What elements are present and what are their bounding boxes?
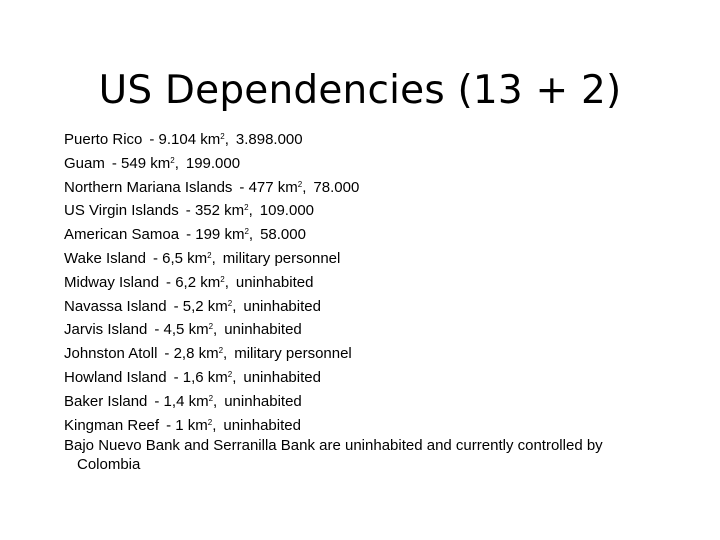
item-population: uninhabited bbox=[243, 368, 321, 386]
item-population: 109.000 bbox=[259, 202, 315, 220]
item-unit-sup: 2 bbox=[208, 322, 214, 332]
item-population: 3.898.000 bbox=[235, 131, 303, 148]
item-name: Johnston Atoll bbox=[64, 345, 158, 363]
item-name: Baker Island bbox=[64, 392, 148, 410]
item-population: uninhabited bbox=[224, 321, 302, 339]
item-name: Navassa Island bbox=[64, 297, 167, 315]
dependencies-list bbox=[64, 128, 684, 437]
item-unit-sup: 2 bbox=[207, 250, 212, 260]
footnote-line-1: Bajo Nuevo Bank and Serranilla Bank are uninhabited and currently controlled by bbox=[64, 437, 603, 454]
item-name: Midway Island bbox=[64, 273, 160, 291]
item-area: - 199 bbox=[186, 226, 221, 244]
item-area: - 5,2 bbox=[173, 297, 204, 315]
item-area: - 352 bbox=[185, 202, 220, 220]
item-population: military personnel bbox=[234, 345, 352, 363]
item-area: - 2,8 bbox=[164, 345, 195, 363]
item-unit: km bbox=[224, 202, 245, 220]
item-unit-sup: 2 bbox=[227, 369, 233, 379]
item-area: - 477 bbox=[239, 178, 274, 196]
item-population: 78.000 bbox=[313, 178, 360, 196]
item-unit-sup: 2 bbox=[227, 298, 233, 308]
item-unit-sup: 2 bbox=[220, 274, 225, 284]
item-name: US Virgin Islands bbox=[64, 202, 179, 220]
footnote bbox=[64, 436, 684, 474]
item-name: Kingman Reef bbox=[64, 416, 160, 434]
list-item: Northern Mariana Islands - 477 $km^2$, 78.000 bbox=[64, 178, 360, 196]
item-unit: km bbox=[188, 321, 209, 339]
item-unit: km bbox=[187, 249, 208, 267]
list-item: Baker Island - 1,4 $km^2$, uninhabited bbox=[64, 392, 302, 410]
item-population: uninhabited bbox=[224, 392, 302, 410]
item-area: - 9.104 bbox=[149, 131, 197, 148]
item-unit-sup: 2 bbox=[297, 179, 303, 189]
list-item: Wake Island - 6,5 $km^2$, military personnel bbox=[64, 249, 341, 267]
item-unit-sup: 2 bbox=[218, 346, 224, 356]
item-population: 58.000 bbox=[260, 226, 306, 244]
item-area: - 1,6 bbox=[173, 368, 204, 386]
item-name: American Samoa bbox=[64, 226, 180, 244]
item-population: military personnel bbox=[222, 249, 341, 267]
item-unit: km bbox=[187, 416, 208, 434]
list-item: Midway Island - 6,2 $km^2$, uninhabited bbox=[64, 273, 314, 291]
item-unit-sup: 2 bbox=[220, 132, 225, 141]
item-area: - 549 bbox=[111, 154, 147, 172]
item-unit-sup: 2 bbox=[244, 203, 249, 213]
list-item: Navassa Island - 5,2 $km^2$, uninhabited bbox=[64, 297, 321, 315]
item-unit-sup: 2 bbox=[208, 393, 214, 403]
item-area: - 6,5 bbox=[152, 249, 183, 267]
item-name: Guam bbox=[64, 154, 105, 172]
item-unit: km bbox=[200, 273, 221, 291]
item-area: - 4,5 bbox=[154, 321, 185, 339]
item-population: uninhabited bbox=[243, 297, 321, 315]
list-item: Jarvis Island - 4,5 $km^2$, uninhabited bbox=[64, 321, 302, 339]
item-area: - 1 bbox=[166, 416, 184, 434]
item-name: Wake Island bbox=[64, 249, 146, 267]
list-item: Kingman Reef - 1 $km^2$, uninhabited bbox=[64, 416, 301, 434]
item-unit: km bbox=[188, 392, 209, 410]
item-unit: km bbox=[198, 345, 219, 363]
footnote-line-2: Colombia bbox=[77, 456, 141, 473]
item-unit-sup: 2 bbox=[207, 417, 213, 427]
item-population: 199.000 bbox=[185, 154, 241, 172]
list-item: Guam - 549 $km^2$, 199.000 bbox=[64, 154, 241, 172]
item-area: - 1,4 bbox=[154, 392, 185, 410]
list-item: Johnston Atoll - 2,8 $km^2$, military personnel bbox=[64, 345, 352, 363]
item-area: - 6,2 bbox=[166, 273, 197, 291]
list-item: Howland Island - 1,6 $km^2$, uninhabited bbox=[64, 368, 321, 386]
slide-title: US Dependencies (13 + 2) bbox=[98, 68, 622, 114]
item-unit: km bbox=[207, 297, 228, 315]
item-name: Jarvis Island bbox=[64, 321, 148, 339]
item-unit: km bbox=[150, 154, 171, 172]
item-unit: km bbox=[277, 178, 298, 196]
item-population: uninhabited bbox=[235, 273, 314, 291]
item-population: uninhabited bbox=[223, 416, 301, 434]
list-item: American Samoa - 199 $km^2$, 58.000 bbox=[64, 226, 306, 244]
list-item: US Virgin Islands - 352 $km^2$, 109.000 bbox=[64, 202, 315, 220]
item-name: Northern Mariana Islands bbox=[64, 178, 233, 196]
item-unit: km bbox=[207, 368, 228, 386]
list-item: Puerto Rico - 9.104 $km^2$, 3.898.000 bbox=[64, 131, 303, 148]
item-unit: km bbox=[200, 131, 221, 148]
item-unit: km bbox=[224, 226, 245, 244]
item-name: Puerto Rico bbox=[64, 131, 143, 148]
item-unit-sup: 2 bbox=[170, 155, 175, 165]
item-unit-sup: 2 bbox=[244, 227, 249, 237]
item-name: Howland Island bbox=[64, 368, 167, 386]
